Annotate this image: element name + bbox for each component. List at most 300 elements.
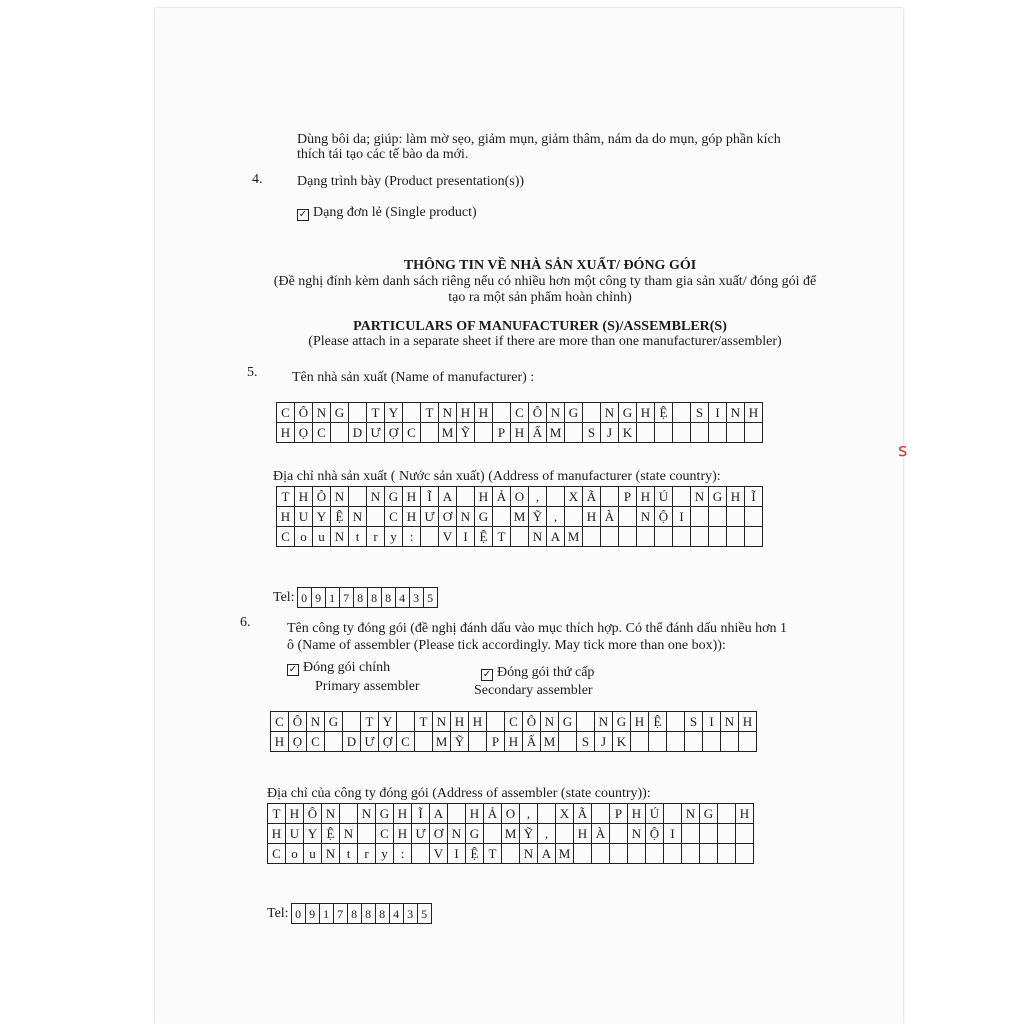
letter-box: N bbox=[322, 844, 340, 864]
letter-box: G bbox=[385, 487, 403, 507]
letter-box: r bbox=[367, 527, 385, 547]
letter-box: A bbox=[538, 844, 556, 864]
letter-box: N bbox=[595, 712, 613, 732]
letter-box: H bbox=[277, 507, 295, 527]
letter-box: H bbox=[637, 403, 655, 423]
letter-box: Ã bbox=[583, 487, 601, 507]
letter-box: T bbox=[421, 403, 439, 423]
letter-box: M bbox=[511, 507, 529, 527]
letter-box: Ã bbox=[574, 804, 592, 824]
letter-box: Ư bbox=[367, 423, 385, 443]
letter-box: N bbox=[367, 487, 385, 507]
letter-box: N bbox=[340, 824, 358, 844]
letter-box: : bbox=[403, 527, 421, 547]
letter-box bbox=[469, 732, 487, 752]
letter-box: Ô bbox=[529, 403, 547, 423]
letter-box bbox=[511, 527, 529, 547]
tel-digit-box: 3 bbox=[410, 588, 424, 608]
letter-box: K bbox=[613, 732, 631, 752]
tel-digit-box: 8 bbox=[362, 904, 376, 924]
secondary-assembler-label-vi: Đóng gói thứ cấp bbox=[497, 665, 595, 680]
letter-box bbox=[538, 804, 556, 824]
tel-digit-box: 8 bbox=[376, 904, 390, 924]
letter-box: S bbox=[691, 403, 709, 423]
letter-box: G bbox=[619, 403, 637, 423]
manufacturer-address-label: Địa chỉ nhà sản xuất ( Nước sản xuất) (Address of manufacturer (state country): bbox=[273, 469, 721, 484]
letter-box bbox=[331, 423, 349, 443]
letter-box: T bbox=[361, 712, 379, 732]
letter-box: N bbox=[331, 527, 349, 547]
letter-box bbox=[601, 487, 619, 507]
letter-box bbox=[619, 527, 637, 547]
section-4-number: 4. bbox=[252, 172, 263, 187]
letter-box bbox=[349, 403, 367, 423]
tel-digit-box: 5 bbox=[418, 904, 432, 924]
letter-box bbox=[565, 507, 583, 527]
letter-box bbox=[349, 487, 367, 507]
tel-digit-box: 9 bbox=[306, 904, 320, 924]
letter-box bbox=[736, 824, 754, 844]
letter-box: N bbox=[313, 403, 331, 423]
tel-digit-box: 0 bbox=[292, 904, 306, 924]
letter-box: X bbox=[565, 487, 583, 507]
letter-box bbox=[655, 423, 673, 443]
letter-box: H bbox=[739, 712, 757, 732]
letter-box: N bbox=[358, 804, 376, 824]
letter-box: H bbox=[631, 712, 649, 732]
letter-box: H bbox=[394, 824, 412, 844]
letter-box: N bbox=[682, 804, 700, 824]
letter-box: C bbox=[511, 403, 529, 423]
letter-box: T bbox=[367, 403, 385, 423]
usage-line-1: Dùng bôi da; giúp: làm mờ sẹo, giảm mụn, giảm thâm, nám da do mụn, góp phần kích bbox=[297, 132, 781, 147]
letter-box: M bbox=[433, 732, 451, 752]
info-title-en: PARTICULARS OF MANUFACTURER (S)/ASSEMBLER(S) bbox=[353, 319, 727, 334]
letter-box: H bbox=[637, 487, 655, 507]
letter-box bbox=[745, 527, 763, 547]
section-5-label: Tên nhà sản xuất (Name of manufacturer) : bbox=[292, 370, 535, 385]
letter-box: A bbox=[439, 487, 457, 507]
letter-box: N bbox=[541, 712, 559, 732]
letter-box bbox=[649, 732, 667, 752]
letter-box: G bbox=[613, 712, 631, 732]
letter-box: Ệ bbox=[331, 507, 349, 527]
info-note-vi-1: (Đề nghị đính kèm danh sách riêng nếu có nhiều hơn một công ty tham gia sản xuất/ đóng gói để bbox=[273, 274, 817, 289]
letter-box: Ọ bbox=[289, 732, 307, 752]
letter-box: H bbox=[268, 824, 286, 844]
letter-box: , bbox=[547, 507, 565, 527]
letter-box bbox=[403, 403, 421, 423]
letter-box: C bbox=[268, 844, 286, 864]
letter-box bbox=[601, 527, 619, 547]
letter-box bbox=[637, 423, 655, 443]
letter-box: Ỹ bbox=[520, 824, 538, 844]
letter-box: À bbox=[601, 507, 619, 527]
letter-box: y bbox=[376, 844, 394, 864]
assembler-address-label: Địa chỉ của công ty đóng gói (Address of assembler (state country)): bbox=[267, 786, 651, 801]
letter-box: G bbox=[325, 712, 343, 732]
letter-box: Y bbox=[313, 507, 331, 527]
letter-box: H bbox=[475, 403, 493, 423]
letter-box bbox=[610, 824, 628, 844]
letter-box bbox=[358, 824, 376, 844]
letter-box: Ỹ bbox=[451, 732, 469, 752]
letter-box: G bbox=[331, 403, 349, 423]
letter-box bbox=[637, 527, 655, 547]
secondary-assembler-label-en: Secondary assembler bbox=[474, 683, 593, 698]
letter-box: Ệ bbox=[655, 403, 673, 423]
letter-box: U bbox=[286, 824, 304, 844]
letter-box: I bbox=[457, 527, 475, 547]
letter-box bbox=[448, 804, 466, 824]
letter-box bbox=[457, 487, 475, 507]
letter-box: C bbox=[376, 824, 394, 844]
letter-box: P bbox=[493, 423, 511, 443]
letter-box: Y bbox=[304, 824, 322, 844]
single-product-label: Dạng đơn lẻ (Single product) bbox=[313, 205, 477, 220]
letter-box: C bbox=[277, 527, 295, 547]
letter-box: : bbox=[394, 844, 412, 864]
manufacturer-tel-grid bbox=[297, 587, 438, 608]
letter-box: Ệ bbox=[466, 844, 484, 864]
letter-box bbox=[673, 527, 691, 547]
letter-box: H bbox=[277, 423, 295, 443]
letter-box: V bbox=[430, 844, 448, 864]
letter-box: r bbox=[358, 844, 376, 864]
letter-box: Ư bbox=[361, 732, 379, 752]
letter-box: M bbox=[502, 824, 520, 844]
letter-box bbox=[619, 507, 637, 527]
letter-box: o bbox=[295, 527, 313, 547]
primary-assembler-label-vi: Đóng gói chính bbox=[303, 660, 391, 675]
letter-box: Ĩ bbox=[745, 487, 763, 507]
letter-box: H bbox=[727, 487, 745, 507]
letter-box bbox=[343, 712, 361, 732]
letter-box bbox=[646, 844, 664, 864]
letter-box: M bbox=[565, 527, 583, 547]
letter-box: Ẩ bbox=[523, 732, 541, 752]
letter-box bbox=[691, 423, 709, 443]
letter-box: Ả bbox=[493, 487, 511, 507]
letter-box bbox=[718, 844, 736, 864]
letter-box: N bbox=[721, 712, 739, 732]
letter-box: X bbox=[556, 804, 574, 824]
letter-box: G bbox=[559, 712, 577, 732]
letter-box: H bbox=[403, 507, 421, 527]
letter-box: C bbox=[307, 732, 325, 752]
letter-box: Ộ bbox=[646, 824, 664, 844]
letter-box bbox=[709, 423, 727, 443]
letter-box bbox=[709, 507, 727, 527]
letter-box: Ỹ bbox=[457, 423, 475, 443]
letter-box: Ô bbox=[295, 403, 313, 423]
letter-box: H bbox=[286, 804, 304, 824]
letter-box bbox=[565, 423, 583, 443]
tel-label: Tel: bbox=[273, 589, 295, 605]
letter-box bbox=[493, 403, 511, 423]
letter-box: Ộ bbox=[655, 507, 673, 527]
letter-box: C bbox=[397, 732, 415, 752]
letter-box bbox=[667, 732, 685, 752]
letter-box: Ợ bbox=[385, 423, 403, 443]
letter-box bbox=[421, 423, 439, 443]
letter-box bbox=[691, 527, 709, 547]
letter-box: T bbox=[268, 804, 286, 824]
letter-box bbox=[421, 527, 439, 547]
section-6-label-2: ô (Name of assembler (Please tick accordingly. May tick more than one box)): bbox=[287, 638, 726, 653]
letter-box bbox=[745, 423, 763, 443]
letter-box bbox=[583, 527, 601, 547]
letter-box: H bbox=[628, 804, 646, 824]
letter-box: K bbox=[619, 423, 637, 443]
letter-box bbox=[700, 824, 718, 844]
letter-box bbox=[367, 507, 385, 527]
letter-box: G bbox=[376, 804, 394, 824]
letter-box: o bbox=[286, 844, 304, 864]
letter-box: Ẩ bbox=[529, 423, 547, 443]
letter-box: H bbox=[745, 403, 763, 423]
tel-digit-box: 8 bbox=[354, 588, 368, 608]
letter-box bbox=[727, 423, 745, 443]
letter-box bbox=[325, 732, 343, 752]
secondary-assembler-option bbox=[481, 664, 594, 681]
letter-box: Ệ bbox=[475, 527, 493, 547]
letter-box bbox=[592, 804, 610, 824]
letter-box: I bbox=[448, 844, 466, 864]
letter-box: Ơ bbox=[439, 507, 457, 527]
letter-box: N bbox=[727, 403, 745, 423]
letter-box: M bbox=[541, 732, 559, 752]
letter-box: H bbox=[394, 804, 412, 824]
letter-box: Ệ bbox=[649, 712, 667, 732]
letter-box: S bbox=[685, 712, 703, 732]
letter-box: H bbox=[475, 487, 493, 507]
letter-box: , bbox=[529, 487, 547, 507]
letter-box bbox=[685, 732, 703, 752]
letter-box bbox=[673, 403, 691, 423]
tel-digit-box: 9 bbox=[312, 588, 326, 608]
letter-box: I bbox=[673, 507, 691, 527]
letter-box: N bbox=[349, 507, 367, 527]
letter-box: M bbox=[556, 844, 574, 864]
letter-box: A bbox=[547, 527, 565, 547]
letter-box: N bbox=[448, 824, 466, 844]
letter-box: N bbox=[529, 527, 547, 547]
assembler-address-grid bbox=[267, 803, 754, 864]
letter-box bbox=[718, 824, 736, 844]
letter-box bbox=[718, 804, 736, 824]
letter-box: À bbox=[592, 824, 610, 844]
red-stamp-mark: s bbox=[898, 440, 908, 461]
letter-box: C bbox=[403, 423, 421, 443]
letter-box: H bbox=[451, 712, 469, 732]
letter-box bbox=[727, 527, 745, 547]
letter-box bbox=[709, 527, 727, 547]
letter-box bbox=[631, 732, 649, 752]
letter-box: P bbox=[619, 487, 637, 507]
letter-box: C bbox=[277, 403, 295, 423]
letter-box: N bbox=[439, 403, 457, 423]
tel-digit-box: 7 bbox=[334, 904, 348, 924]
letter-box bbox=[664, 804, 682, 824]
letter-box: G bbox=[700, 804, 718, 824]
letter-box: Ơ bbox=[430, 824, 448, 844]
letter-box: Ọ bbox=[295, 423, 313, 443]
letter-box: N bbox=[331, 487, 349, 507]
letter-box: N bbox=[457, 507, 475, 527]
letter-box: Y bbox=[379, 712, 397, 732]
letter-box: G bbox=[466, 824, 484, 844]
letter-box: T bbox=[484, 844, 502, 864]
assembler-tel-grid bbox=[291, 903, 432, 924]
manufacturer-tel bbox=[273, 587, 438, 608]
usage-line-2: thích tái tạo các tế bào da mới. bbox=[297, 147, 469, 162]
letter-box: C bbox=[271, 712, 289, 732]
letter-box: D bbox=[343, 732, 361, 752]
letter-box: Y bbox=[385, 403, 403, 423]
letter-box bbox=[574, 844, 592, 864]
letter-box: H bbox=[511, 423, 529, 443]
letter-box: D bbox=[349, 423, 367, 443]
letter-box bbox=[610, 844, 628, 864]
tel-digit-box: 1 bbox=[326, 588, 340, 608]
letter-box bbox=[682, 824, 700, 844]
letter-box: U bbox=[295, 507, 313, 527]
tel-label: Tel: bbox=[267, 905, 289, 921]
letter-box: C bbox=[313, 423, 331, 443]
letter-box bbox=[493, 507, 511, 527]
letter-box: H bbox=[271, 732, 289, 752]
letter-box: S bbox=[583, 423, 601, 443]
section-5-number: 5. bbox=[247, 365, 258, 380]
letter-box bbox=[721, 732, 739, 752]
section-6-number: 6. bbox=[240, 615, 251, 630]
letter-box: J bbox=[595, 732, 613, 752]
tel-digit-box: 1 bbox=[320, 904, 334, 924]
letter-box: C bbox=[505, 712, 523, 732]
letter-box: u bbox=[313, 527, 331, 547]
letter-box bbox=[745, 507, 763, 527]
letter-box: M bbox=[547, 423, 565, 443]
letter-box bbox=[556, 824, 574, 844]
letter-box: N bbox=[637, 507, 655, 527]
letter-box: S bbox=[577, 732, 595, 752]
letter-box: N bbox=[520, 844, 538, 864]
letter-box: J bbox=[601, 423, 619, 443]
letter-box: H bbox=[403, 487, 421, 507]
tel-digit-box: 0 bbox=[298, 588, 312, 608]
primary-assembler-option bbox=[287, 659, 390, 676]
letter-box: Ả bbox=[484, 804, 502, 824]
letter-box: Ô bbox=[523, 712, 541, 732]
letter-box: O bbox=[511, 487, 529, 507]
letter-box: C bbox=[385, 507, 403, 527]
letter-box: Ỹ bbox=[529, 507, 547, 527]
letter-box: Ư bbox=[412, 824, 430, 844]
letter-box bbox=[736, 844, 754, 864]
letter-box bbox=[577, 712, 595, 732]
letter-box: I bbox=[709, 403, 727, 423]
letter-box: Ĩ bbox=[421, 487, 439, 507]
info-note-vi-2: tạo ra một sản phẩm hoàn chỉnh) bbox=[448, 290, 632, 305]
letter-box: I bbox=[664, 824, 682, 844]
letter-box: Ú bbox=[646, 804, 664, 824]
letter-box bbox=[667, 712, 685, 732]
letter-box: Ô bbox=[289, 712, 307, 732]
letter-box: G bbox=[709, 487, 727, 507]
single-product-option bbox=[297, 204, 477, 221]
letter-box: , bbox=[538, 824, 556, 844]
letter-box: N bbox=[433, 712, 451, 732]
letter-box: , bbox=[520, 804, 538, 824]
manufacturer-name-grid bbox=[276, 402, 763, 443]
letter-box: H bbox=[574, 824, 592, 844]
letter-box bbox=[583, 403, 601, 423]
letter-box: H bbox=[457, 403, 475, 423]
manufacturer-address-grid bbox=[276, 486, 763, 547]
letter-box: N bbox=[322, 804, 340, 824]
letter-box: V bbox=[439, 527, 457, 547]
letter-box: H bbox=[295, 487, 313, 507]
letter-box bbox=[397, 712, 415, 732]
letter-box: Ô bbox=[304, 804, 322, 824]
letter-box: T bbox=[415, 712, 433, 732]
letter-box: A bbox=[430, 804, 448, 824]
letter-box bbox=[484, 824, 502, 844]
letter-box bbox=[682, 844, 700, 864]
letter-box: O bbox=[502, 804, 520, 824]
letter-box: G bbox=[565, 403, 583, 423]
letter-box bbox=[664, 844, 682, 864]
letter-box: y bbox=[385, 527, 403, 547]
letter-box bbox=[727, 507, 745, 527]
letter-box: N bbox=[691, 487, 709, 507]
letter-box bbox=[739, 732, 757, 752]
letter-box: H bbox=[736, 804, 754, 824]
letter-box: M bbox=[439, 423, 457, 443]
section-6-label-1: Tên công ty đóng gói (đề nghị đánh dấu vào mục thích hợp. Có thể đánh dấu nhiều hơn 1 bbox=[287, 621, 788, 636]
letter-box: Ợ bbox=[379, 732, 397, 752]
letter-box bbox=[340, 804, 358, 824]
letter-box: P bbox=[487, 732, 505, 752]
checkbox-checked-icon: ✓ bbox=[288, 664, 298, 675]
letter-box bbox=[502, 844, 520, 864]
letter-box: t bbox=[340, 844, 358, 864]
tel-digit-box: 3 bbox=[404, 904, 418, 924]
letter-box bbox=[592, 844, 610, 864]
checkbox-checked-icon: ✓ bbox=[298, 209, 308, 220]
letter-box bbox=[412, 844, 430, 864]
assembler-name-grid bbox=[270, 711, 757, 752]
letter-box: N bbox=[547, 403, 565, 423]
letter-box: H bbox=[469, 712, 487, 732]
letter-box: Ệ bbox=[322, 824, 340, 844]
letter-box bbox=[475, 423, 493, 443]
letter-box bbox=[673, 487, 691, 507]
letter-box: T bbox=[277, 487, 295, 507]
info-title-vi: THÔNG TIN VỀ NHÀ SẢN XUẤT/ ĐÓNG GÓI bbox=[403, 258, 697, 273]
letter-box: T bbox=[493, 527, 511, 547]
letter-box bbox=[487, 712, 505, 732]
letter-box bbox=[415, 732, 433, 752]
checkbox-checked-icon: ✓ bbox=[482, 669, 492, 680]
tel-digit-box: 7 bbox=[340, 588, 354, 608]
letter-box: N bbox=[307, 712, 325, 732]
letter-box bbox=[559, 732, 577, 752]
letter-box: N bbox=[628, 824, 646, 844]
letter-box: I bbox=[703, 712, 721, 732]
letter-box: P bbox=[610, 804, 628, 824]
